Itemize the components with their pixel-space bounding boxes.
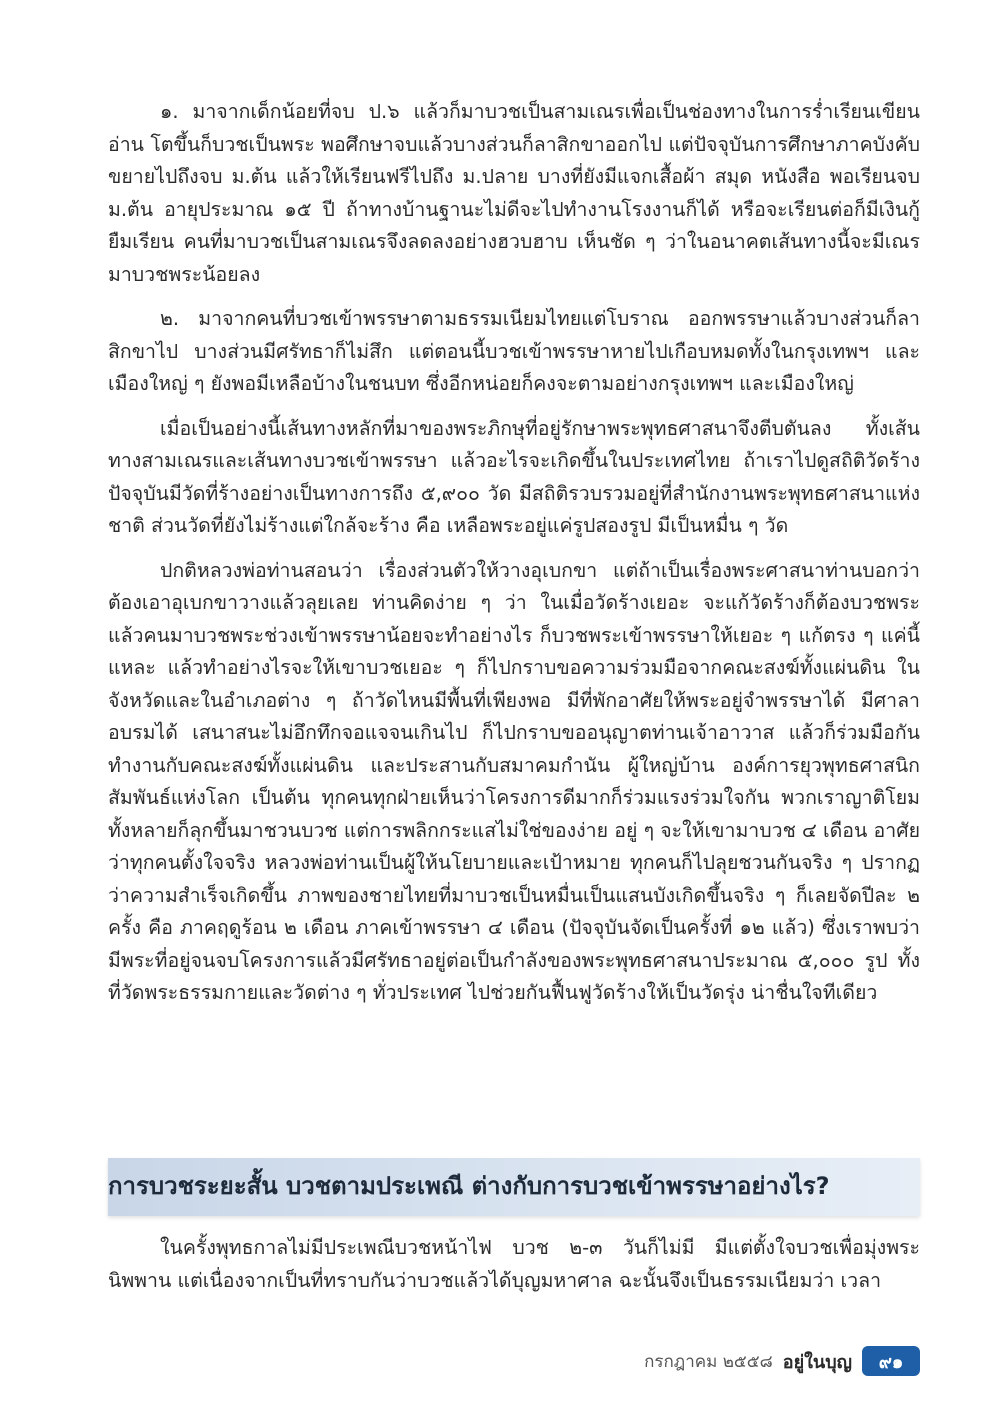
page-footer bbox=[644, 1345, 920, 1377]
paragraph-4: ปกติหลวงพ่อท่านสอนว่า เรื่องส่วนตัวให้วางอุเบกขา แต่ถ้าเป็นเรื่องพระศาสนาท่านบอกว่าต้องเอาอุเบกขาวางแล้วลุยเลย ท่านคิดง่าย ๆ ว่า ในเมื่อวัดร้างเยอะ จะแก้วัดร้างก็ต้องบวชพระ แล้วคนมาบวชพระช่วงเข้าพรรษาน้อยจะทำอย่างไร ก็บวชพระเข้าพรรษาให้เยอะ ๆ แก้ตรง ๆ แค่นี้แหละ แล้วทำอย่างไรจะให้เขาบวชเยอะ ๆ ก็ไปกราบขอความร่วมมือจากคณะสงฆ์ทั้งแผ่นดิน ในจังหวัดและในอำเภอต่าง ๆ ถ้าวัดไหนมีพื้นที่เพียงพอ มีที่พักอาศัยให้พระอยู่จำพรรษาได้ มีศาลาอบรมได้ เสนาสนะไม่อึกทึกจอแจจนเกินไป ก็ไปกราบขออนุญาตท่านเจ้าอาวาส แล้วก็ร่วมมือกันทำงานกับคณะสงฆ์ทั้งแผ่นดิน และประสานกับสมาคมกำนัน ผู้ใหญ่บ้าน องค์การยุวพุทธศาสนิกสัมพันธ์แห่งโลก เป็นต้น ทุกคนทุกฝ่ายเห็นว่าโครงการดีมากก็ร่วมแรงร่วมใจกัน พวกเราญาติโยมทั้งหลายก็ลุกขึ้นมาชวนบวช แต่การพลิกกระแสไม่ใช่ของง่าย อยู่ ๆ จะให้เขามาบวช ๔ เดือน อาศัยว่าทุกคนตั้งใจจริง หลวงพ่อท่านเป็นผู้ให้นโยบายและเป้าหมาย ทุกคนก็ไปลุยชวนกันจริง ๆ ปรากฏว่าความสำเร็จเกิดขึ้น ภาพของชายไทยที่มาบวชเป็นหมื่นเป็นแสนบังเกิดขึ้นจริง ๆ ก็เลยจัดปีละ ๒ ครั้ง คือ ภาคฤดูร้อน ๒ เดือน ภาคเข้าพรรษา ๔ เดือน (ปัจจุบันจัดเป็นครั้งที่ ๑๒ แล้ว) ซึ่งเราพบว่ามีพระที่อยู่จนจบโครงการแล้วมีศรัทธาอยู่ต่อเป็นกำลังของพระพุทธศาสนาประมาณ ๕,๐๐๐ รูป ทั้งที่วัดพระธรรมกายและวัดต่าง ๆ ทั่วประเทศ ไปช่วยกันฟื้นฟูวัดร้างให้เป็นวัดรุ่ง น่าชื่นใจทีเดียว bbox=[108, 558, 921, 1004]
paragraph-1: ๑. มาจากเด็กน้อยที่จบ ป.๖ แล้วก็มาบวชเป็นสามเณรเพื่อเป็นช่องทางในการร่ำเรียนเขียนอ่าน โตขึ้นก็บวชเป็นพระ พอศึกษาจบแล้วบางส่วนก็ลาสิกขาออกไป แต่ปัจจุบันการศึกษาภาคบังคับขยายไปถึงจบ ม.ต้น แล้วให้เรียนฟรีไปถึง ม.ปลาย บางที่ยังมีแจกเสื้อผ้า สมุด หนังสือ พอเรียนจบ ม.ต้น อายุประมาณ ๑๕ ปี ถ้าทางบ้านฐานะไม่ดีจะไปทำงานโรงงานก็ได้ หรือจะเรียนต่อก็มีเงินกู้ยืมเรียน คนที่มาบวชเป็นสามเณรจึงลดลงอย่างฮวบฮาบ เห็นชัด ๆ ว่าในอนาคตเส้นทางนี้จะมีเณรมาบวชพระน้อยลง bbox=[108, 100, 920, 286]
footer-magazine-title: อยู่ในบุญ bbox=[782, 1351, 852, 1373]
section-body bbox=[108, 1232, 920, 1309]
section-heading: การบวชระยะสั้น บวชตามประเพณี ต่างกับการบวชเข้าพรรษาอย่างไร? bbox=[108, 1172, 830, 1200]
section-heading-band bbox=[108, 1158, 920, 1216]
article-body bbox=[108, 96, 920, 1022]
paragraph-2: ๒. มาจากคนที่บวชเข้าพรรษาตามธรรมเนียมไทยแต่โบราณ ออกพรรษาแล้วบางส่วนก็ลาสิกขาไป บางส่วนมีศรัทธาก็ไม่สึก แต่ตอนนี้บวชเข้าพรรษาหายไปเกือบหมดทั้งในกรุงเทพฯ และเมืองใหญ่ ๆ ยังพอมีเหลือบ้างในชนบท ซึ่งอีกหน่อยก็คงจะตามอย่างกรุงเทพฯ และเมืองใหญ่ bbox=[108, 307, 920, 395]
footer-date: กรกฎาคม ๒๕๕๘ bbox=[644, 1351, 773, 1372]
paragraph-after-heading: ในครั้งพุทธกาลไม่มีประเพณีบวชหน้าไฟ บวช ๒-๓ วันก็ไม่มี มีแต่ตั้งใจบวชเพื่อมุ่งพระนิพพาน แต่เนื่องจากเป็นที่ทราบกันว่าบวชแล้วได้บุญมหาศาล ฉะนั้นจึงเป็นธรรมเนียมว่า เวลา bbox=[108, 1236, 920, 1292]
page-number-badge: ๙๑ bbox=[862, 1346, 920, 1376]
paragraph-3: เมื่อเป็นอย่างนี้เส้นทางหลักที่มาของพระภิกษุที่อยู่รักษาพระพุทธศาสนาจึงตีบตันลง ทั้งเส้นทางสามเณรและเส้นทางบวชเข้าพรรษา แล้วอะไรจะเกิดขึ้นในประเทศไทย ถ้าเราไปดูสถิติวัดร้าง ปัจจุบันมีวัดที่ร้างอย่างเป็นทางการถึง ๕,๙๐๐ วัด มีสถิติรวบรวมอยู่ที่สำนักงานพระพุทธศาสนาแห่งชาติ ส่วนวัดที่ยังไม่ร้างแต่ใกล้จะร้าง คือ เหลือพระอยู่แค่รูปสองรูป มีเป็นหมื่น ๆ วัด bbox=[108, 416, 920, 537]
